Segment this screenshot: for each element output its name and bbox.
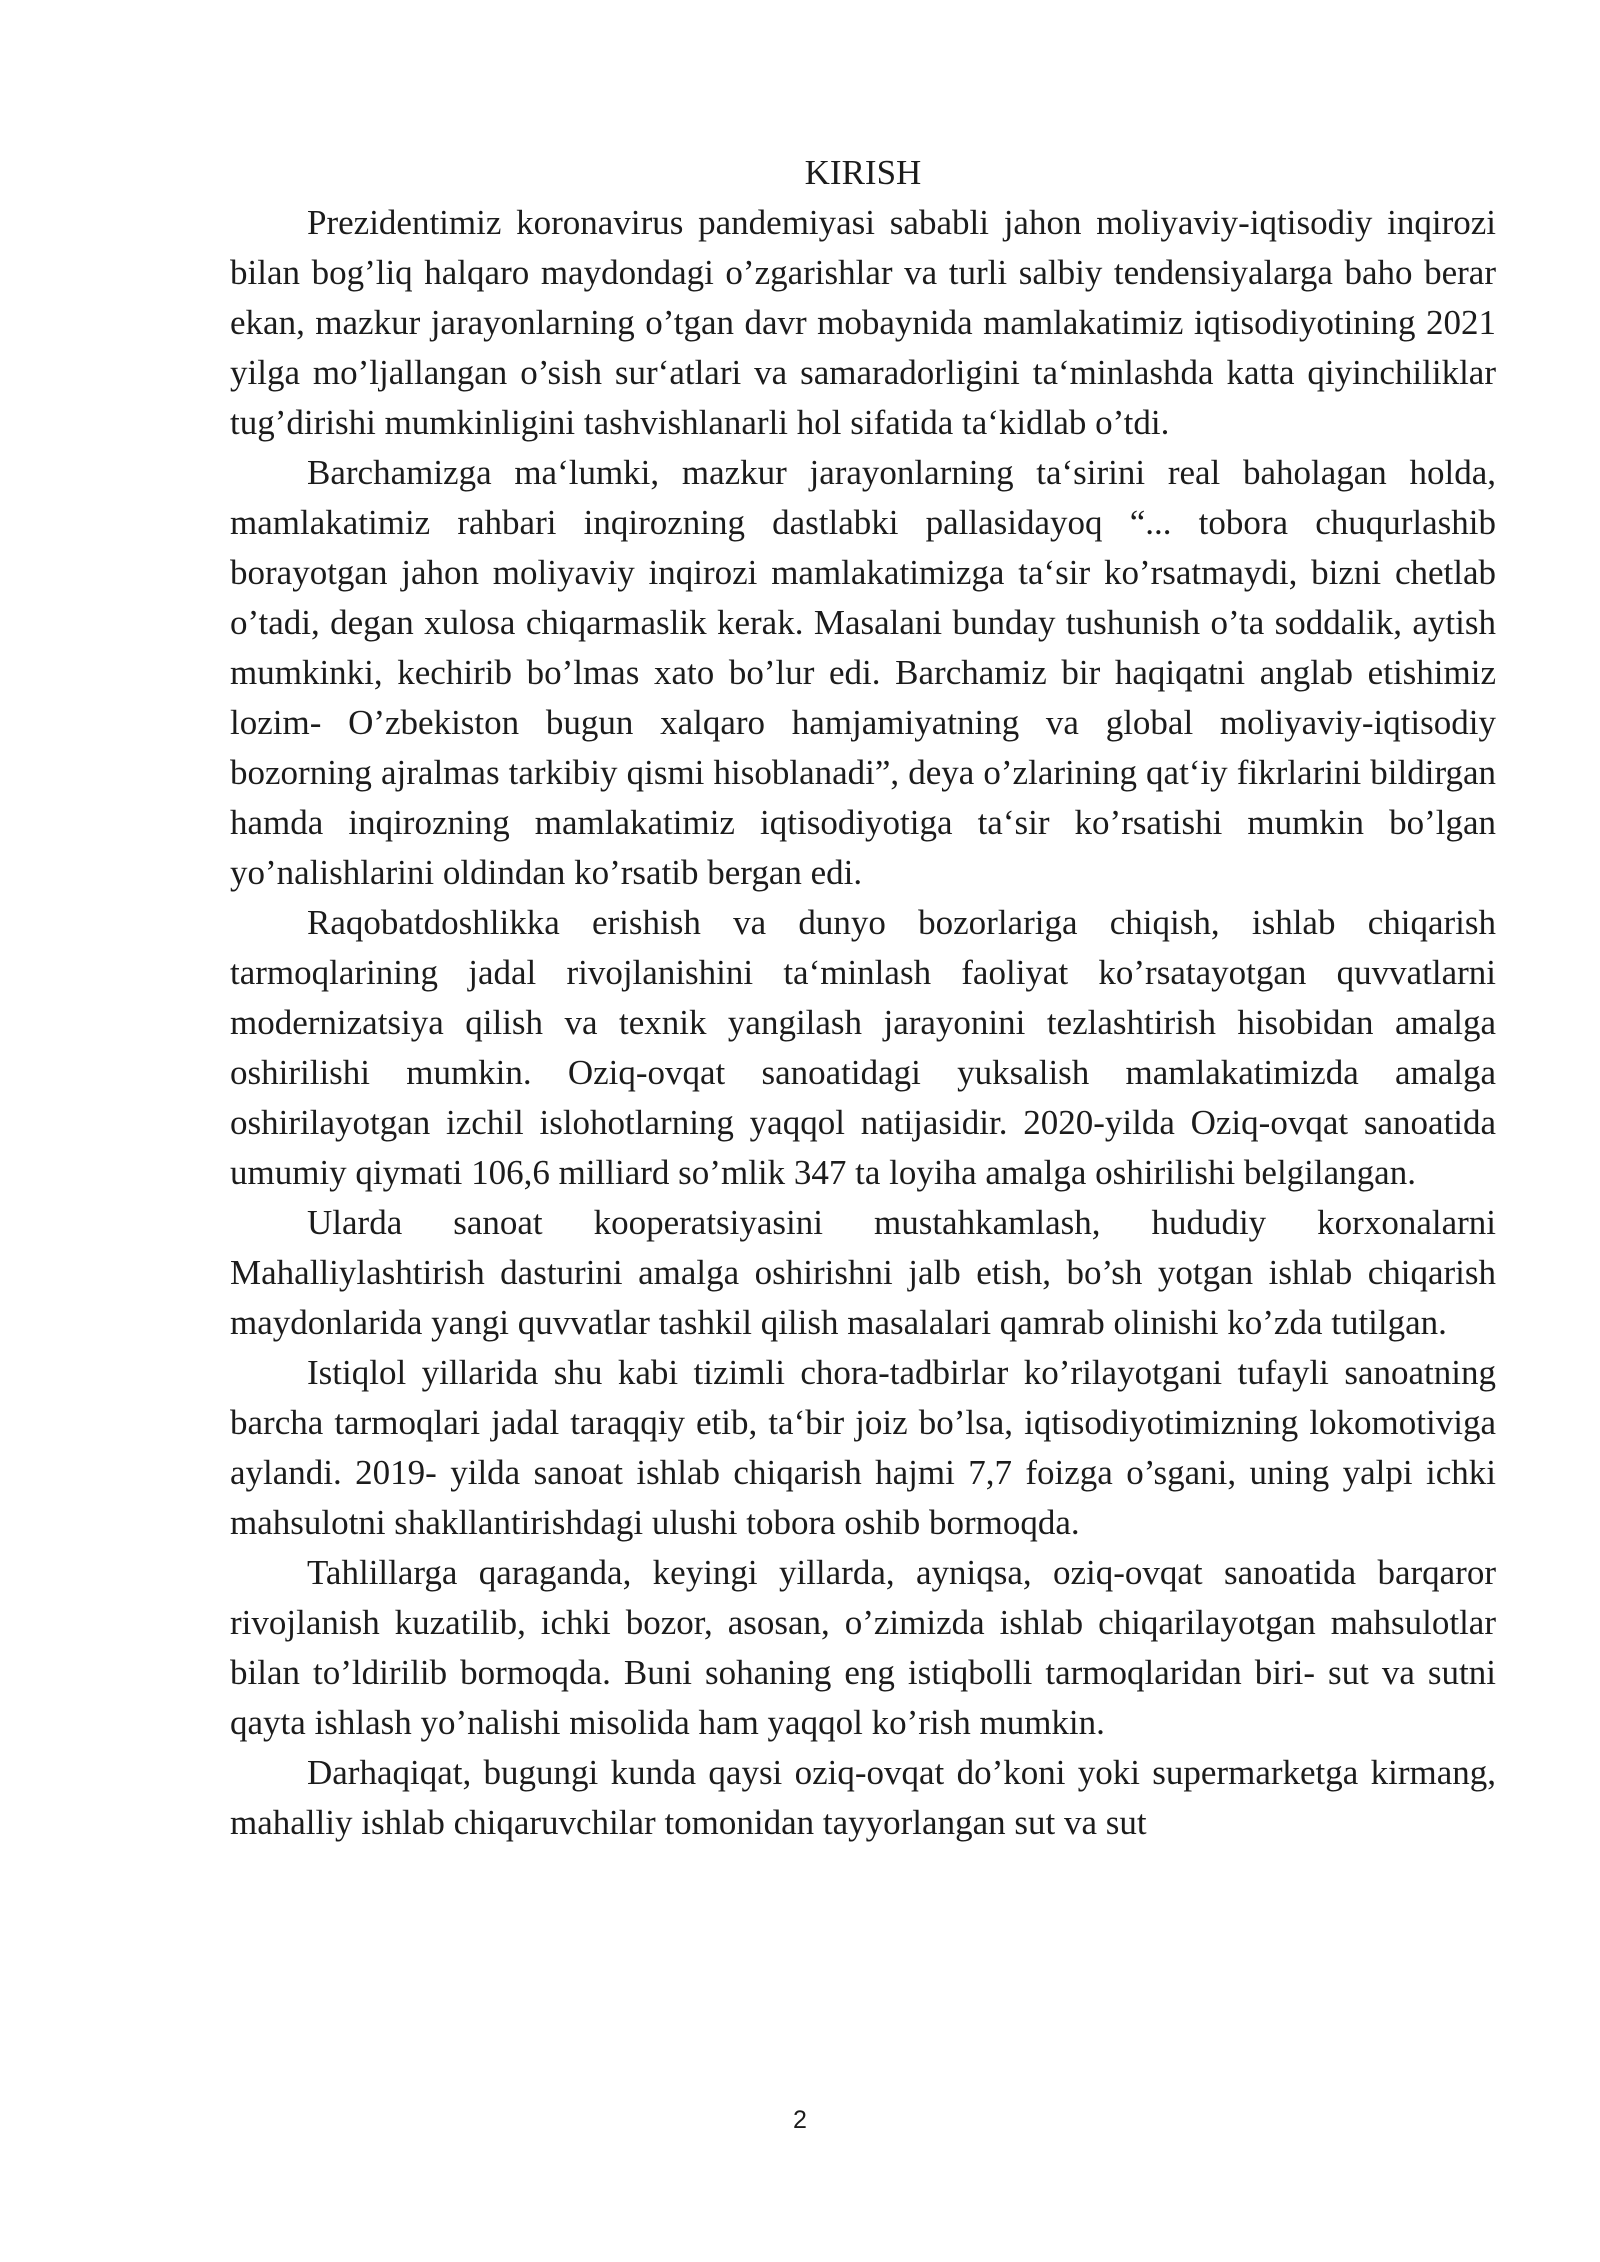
paragraph-3: Raqobatdoshlikka erishish va dunyo bozorlariga chiqish, ishlab chiqarish tarmoqlarining jadal rivojlanishini ta‘minlash faoliyat ko’rsatayotgan quvvatlarni modernizatsiya qilish va texnik yangilash jarayonini tezlashtirish hisobidan amalga oshirilishi mumkin. Oziq-ovqat sanoatidagi yuksalish mamlakatimizda amalga oshirilayotgan izchil islohotlarning yaqqol natijasidir. 2020-yilda Oziq-ovqat sanoatida umumiy qiymati 106,6 milliard so’mlik 347 ta loyiha amalga oshirilishi belgilangan. xyxy=(230,903,1496,1192)
paragraph-6: Tahlillarga qaraganda, keyingi yillarda, ayniqsa, oziq-ovqat sanoatida barqaror rivojlanish kuzatilib, ichki bozor, asosan, o’zimizda ishlab chiqarilayotgan mahsulotlar bilan to’ldirilib bormoqda. Buni sohaning eng istiqbolli tarmoqlaridan biri- sut va sutni qayta ishlash yo’nalishi misolida ham yaqqol ko’rish mumkin. xyxy=(230,1553,1496,1742)
page-number: 2 xyxy=(793,2106,807,2134)
paragraph-7: Darhaqiqat, bugungi kunda qaysi oziq-ovqat do’koni yoki supermarketga kirmang, mahalliy ishlab chiqaruvchilar tomonidan tayyorlangan sut va sut xyxy=(230,1753,1496,1842)
paragraph-1: Prezidentimiz koronavirus pandemiyasi sababli jahon moliyaviy-iqtisodiy inqirozi bilan bog’liq halqaro maydondagi o’zgarishlar va turli salbiy tendensiyalarga baho berar ekan, mazkur jarayonlarning o’tgan davr mobaynida mamlakatimiz iqtisodiyotining 2021 yilga mo’ljallangan o’sish sur‘atlari va samaradorligini ta‘minlashda katta qiyinchiliklar tug’dirishi mumkinligini tashvishlanarli hol sifatida ta‘kidlab o’tdi. xyxy=(230,203,1496,442)
page-content xyxy=(230,148,1496,1848)
paragraph-2: Barchamizga ma‘lumki, mazkur jarayonlarning ta‘sirini real baholagan holda, mamlakatimiz rahbari inqirozning dastlabki pallasidayoq “... tobora chuqurlashib borayotgan jahon moliyaviy inqirozi mamlakatimizga ta‘sir ko’rsatmaydi, bizni chetlab o’tadi, degan xulosa chiqarmaslik kerak. Masalani bunday tushunish o’ta soddalik, aytish mumkinki, kechirib bo’lmas xato bo’lur edi. Barchamiz bir haqiqatni anglab etishimiz lozim- O’zbekiston bugun xalqaro hamjamiyatning va global moliyaviy-iqtisodiy bozorning ajralmas tarkibiy qismi hisoblanadi”, deya o’zlarining qat‘iy fikrlarini bildirgan hamda inqirozning mamlakatimiz iqtisodiyotiga ta‘sir ko’rsatishi mumkin bo’lgan yo’nalishlarini oldindan ko’rsatib bergan edi. xyxy=(230,453,1496,892)
paragraph-5: Istiqlol yillarida shu kabi tizimli chora-tadbirlar ko’rilayotgani tufayli sanoatning barcha tarmoqlari jadal taraqqiy etib, ta‘bir joiz bo’lsa, iqtisodiyotimizning lokomotiviga aylandi. 2019- yilda sanoat ishlab chiqarish hajmi 7,7 foizga o’sgani, uning yalpi ichki mahsulotni shakllantirishdagi ulushi tobora oshib bormoqda. xyxy=(230,1353,1496,1542)
paragraph-4: Ularda sanoat kooperatsiyasini mustahkamlash, hududiy korxonalarni Mahalliylashtirish dasturini amalga oshirishni jalb etish, bo’sh yotgan ishlab chiqarish maydonlarida yangi quvvatlar tashkil qilish masalalari qamrab olinishi ko’zda tutilgan. xyxy=(230,1203,1496,1342)
section-title: KIRISH xyxy=(804,153,922,192)
